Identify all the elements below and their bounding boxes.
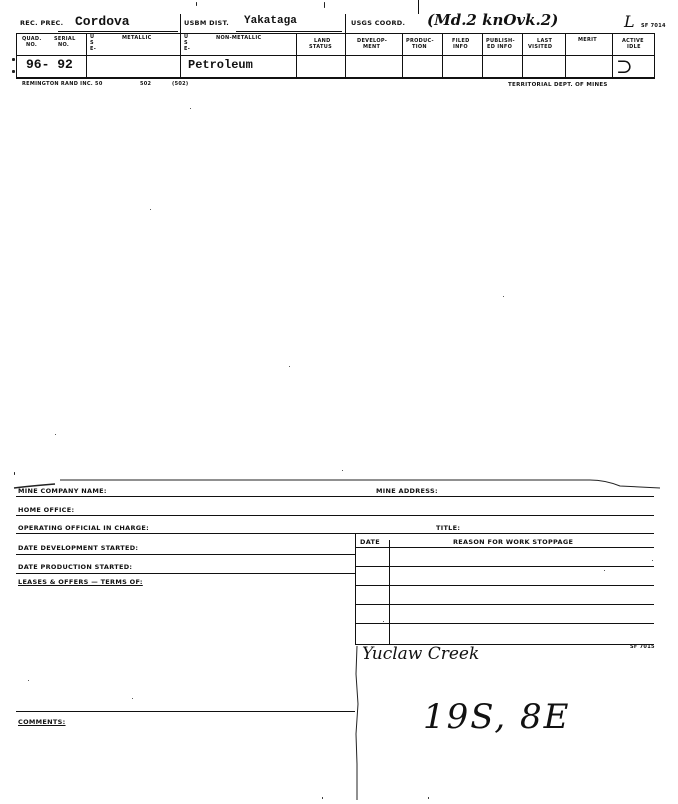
date-header: DATE [360, 538, 380, 546]
bottom-line-4 [16, 554, 355, 555]
speck [324, 2, 325, 8]
usbm-dist-label: USBM DIST. [184, 19, 230, 27]
stoppage-row-line [355, 585, 654, 586]
hdr-develop-1: DEVELOP- [357, 38, 388, 44]
footer-left-2: 502 [140, 81, 152, 87]
top-vline [345, 14, 346, 77]
top-vline [402, 33, 403, 77]
top-vline [482, 33, 483, 77]
hdr-land-2: STATUS [309, 44, 332, 50]
hdr-use-s: S [90, 40, 94, 46]
hdr-produc-2: TION [412, 44, 427, 50]
rec-prec-value: Cordova [75, 14, 130, 29]
footer-left-3: (502) [172, 81, 189, 87]
top-grid-line-3 [16, 77, 655, 79]
stoppage-left-border [355, 533, 356, 645]
top-vline [522, 33, 523, 77]
usgs-coord-label: USGS COORD. [351, 19, 406, 27]
hdr-quad-1: QUAD. [22, 36, 42, 42]
speck [150, 209, 151, 210]
operating-official-label: OPERATING OFFICIAL IN CHARGE: [18, 524, 150, 532]
stoppage-row-line [355, 566, 654, 567]
rec-prec-label: REC. PREC. [20, 19, 64, 27]
comments-label: COMMENTS: [18, 718, 66, 726]
hdr-use2-e: E- [184, 46, 191, 52]
top-vline [612, 33, 613, 77]
top-vline [442, 33, 443, 77]
mine-company-name-label: MINE COMPANY NAME: [18, 487, 107, 495]
speck [322, 797, 323, 799]
stoppage-row-line [355, 604, 654, 605]
title-label: TITLE: [436, 524, 461, 532]
speck [503, 296, 504, 297]
footer-right: TERRITORIAL DEPT. OF MINES [508, 82, 608, 88]
home-office-label: HOME OFFICE: [18, 506, 75, 514]
hdr-quad-2: NO. [26, 42, 38, 48]
comments-top-line [16, 711, 355, 712]
bottom-line-3 [16, 533, 654, 534]
bottom-line-1 [16, 496, 654, 497]
leases-label: LEASES & OFFERS — TERMS OF: [18, 578, 143, 586]
hdr-develop-2: MENT [363, 44, 381, 50]
hdr-serial-2: NO. [58, 42, 70, 48]
speck [342, 470, 343, 471]
top-vline [565, 33, 566, 77]
speck [196, 2, 197, 6]
hdr-active-1: ACTIVE [622, 38, 644, 44]
hdr-land-1: LAND [314, 38, 331, 44]
stoppage-header-line [355, 547, 654, 548]
speck [12, 70, 15, 73]
hdr-merit: MERIT [578, 37, 598, 43]
corner-mark: L [624, 12, 635, 31]
hdr-publish-1: PUBLISH- [486, 38, 515, 44]
hdr-serial-1: SERIAL [54, 36, 76, 42]
stoppage-date-divider [389, 540, 390, 645]
speck [28, 680, 29, 681]
hdr-active-2: IDLE [627, 44, 641, 50]
speck [12, 58, 15, 61]
hdr-metallic: METALLIC [122, 35, 152, 41]
usbm-dist-value: Yakataga [244, 15, 297, 27]
date-production-label: DATE PRODUCTION STARTED: [18, 563, 133, 571]
top-vline [86, 33, 87, 77]
speck [652, 560, 653, 561]
top-vline [654, 33, 655, 77]
rec-prec-underline [58, 31, 178, 32]
top-vline [16, 33, 17, 77]
hdr-produc-1: PRODUC- [406, 38, 434, 44]
bottom-form-number: SF 7015 [630, 644, 655, 650]
hdr-use-e: E- [90, 46, 97, 52]
hdr-last-1: LAST [537, 38, 553, 44]
non-metallic-value: Petroleum [188, 58, 253, 72]
bottom-line-5 [16, 573, 355, 574]
hdr-publish-2: ED INFO [487, 44, 513, 50]
top-grid-line-2 [16, 55, 655, 56]
top-vline [180, 14, 181, 77]
hdr-filed-2: INFO [453, 44, 468, 50]
handwritten-location: Yuclaw Creek [362, 644, 480, 664]
speck [132, 698, 133, 699]
date-development-label: DATE DEVELOPMENT STARTED: [18, 544, 139, 552]
speck [383, 621, 384, 622]
top-grid-line-1 [16, 33, 655, 34]
quad-serial-value: 96- 92 [26, 57, 73, 72]
speck [604, 570, 605, 571]
top-form-number: SF 7014 [641, 23, 666, 29]
top-edge-mark [418, 0, 419, 14]
speck [428, 797, 429, 799]
usbm-dist-underline [236, 31, 342, 32]
mine-address-label: MINE ADDRESS: [376, 487, 438, 495]
speck [289, 366, 290, 367]
hdr-non-metallic: NON-METALLIC [216, 35, 262, 41]
reason-header: REASON FOR WORK STOPPAGE [453, 538, 574, 546]
hdr-filed-1: FILED [452, 38, 470, 44]
bottom-line-2 [16, 515, 654, 516]
hdr-use2-s: S [184, 40, 188, 46]
speck [55, 434, 56, 435]
active-idle-mark: ⊃ [616, 54, 633, 78]
speck [190, 108, 191, 109]
left-margin-line [350, 644, 364, 804]
hdr-use2-u: U [184, 34, 189, 40]
footer-left: REMINGTON RAND INC. 50 [22, 81, 103, 87]
top-vline [296, 33, 297, 77]
usgs-coord-value: (Md.2 knOvk.2) [427, 11, 559, 29]
hdr-last-2: VISITED [528, 44, 553, 50]
handwritten-coords: 19S, 8E [423, 697, 571, 737]
stoppage-row-line [355, 623, 654, 624]
hdr-use-u: U [90, 34, 95, 40]
